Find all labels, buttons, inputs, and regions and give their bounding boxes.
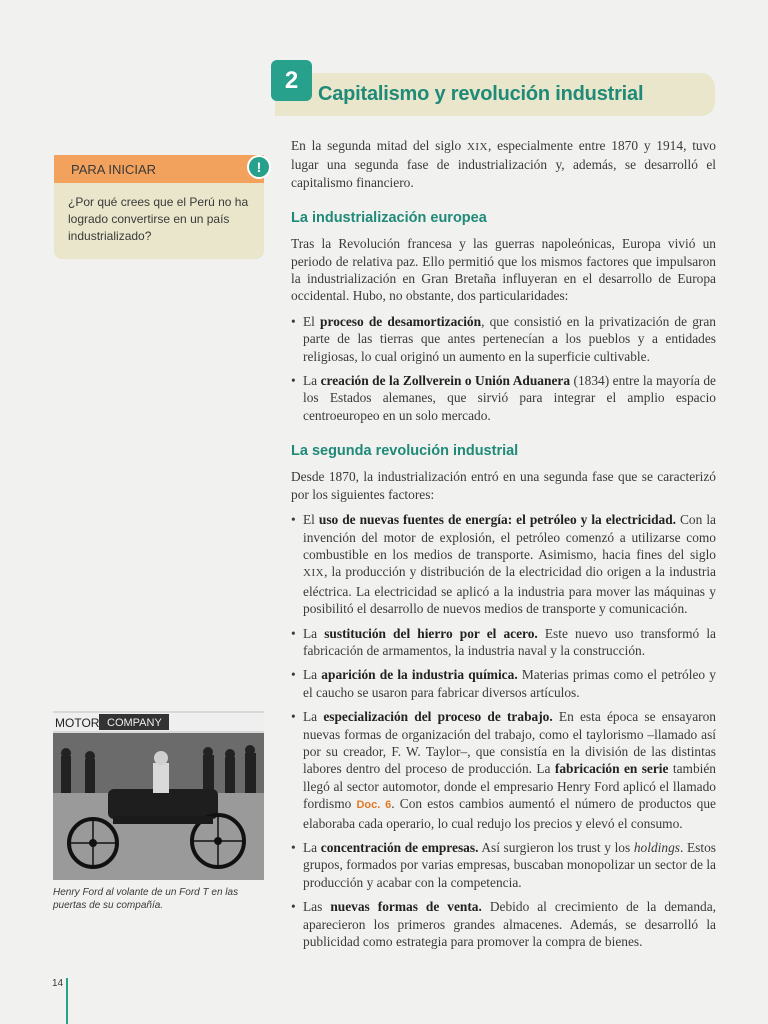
bullet-bold: uso de nuevas fuentes de energía: el petróleo y la electricidad. <box>318 512 677 528</box>
bullet-text: . Estos grupos, formados por varias empresas, buscaban monopolizar un sector de la producción y acabar con la competencia. <box>303 840 716 890</box>
bullet-bold: aparición de la industria química. <box>321 667 518 683</box>
intro-century: XIX <box>466 141 489 153</box>
list-item <box>291 666 716 701</box>
bullet-text: . Con estos cambios aumentó el número de productos que elaboraba cada operario, lo cual redujo los precios y elevó el consumo. <box>303 796 716 831</box>
bullet-bold: fabricación en serie <box>554 761 669 777</box>
intro-text-a: En la segunda mitad del siglo <box>291 138 467 153</box>
chapter-number: 2 <box>271 60 312 101</box>
intro-paragraph <box>291 137 716 191</box>
section1-paragraph: Tras la Revolución francesa y las guerras napoleónicas, Europa vivió un periodo de relativa paz. Ello permitió que los mismos factores que impulsaron la industrialización en Gran Bretaña influyeran en el desarrollo de Europa occidental. Hubo, no obstante, dos particularidades: <box>291 236 716 304</box>
bullet-text: , la producción y distribución de la electricidad dio origen a la industria eléctrica. La electricidad se aplicó a la industria para mover las máquinas y posibilitó el desarrollo de nuevos medios de transporte y comunicación. <box>303 564 716 617</box>
para-iniciar-title: PARA INICIAR <box>71 162 157 177</box>
section2-paragraph: Desde 1870, la industrialización entró en una segunda fase que se caracterizó por los siguientes factores: <box>291 469 716 502</box>
bullet-text: , que consistió en la privatización de gran parte de las tierras que antes pertenecían a los pueblos y a entidades religiosas, lo cual originó un aumento en la superficie cultivable. <box>303 313 716 364</box>
bullet-bold: sustitución del hierro por el acero. <box>324 625 538 641</box>
list-item <box>291 372 716 424</box>
list-item <box>291 708 716 832</box>
bullet-bold: nuevas formas de venta. <box>330 899 482 915</box>
bullet-text: (1834) entre la mayoría de los Estados alemanes, que sirvió para integrar el amplio espacio centroeuropeo en un solo mercado. <box>303 373 716 423</box>
intro-text-b: , especialmente entre 1870 y 1914, tuvo lugar una segunda fase de industrialización y, además, se desarrolló el capitalismo financiero. <box>291 138 717 190</box>
para-iniciar-box <box>54 155 264 259</box>
bullet-text: Este nuevo uso transformó la fabricación de armamentos, la industria naval y la construcción. <box>303 625 716 658</box>
chapter-title: Capitalismo y revolución industrial <box>318 83 644 105</box>
section-heading-industrializacion: La industrialización europea <box>291 210 487 227</box>
bullet-bold: especialización del proceso de trabajo. <box>323 709 553 725</box>
list-item <box>291 511 716 617</box>
page-rule <box>66 978 68 1024</box>
section-heading-segunda-revolucion: La segunda revolución industrial <box>291 443 519 460</box>
bullet-text: Materias primas como el petróleo y el caucho se usaron para fabricar diversos artículos. <box>303 667 716 700</box>
para-iniciar-question: ¿Por qué crees que el Perú no ha logrado convertirse en un país industrializado? <box>68 195 249 243</box>
ford-car-illustration <box>53 711 264 880</box>
bullet-text: también llegó al sector automotor, donde el empresario Henry Ford aplicó el llamado fordismo <box>303 761 716 812</box>
bullet-text: En esta época se ensayaron nuevas formas de organización del trabajo, como el taylorismo –llamado así por su creador, F. W. Taylor–, que consistía en la división de las distintas labores dentro del proceso de producción. La <box>303 709 716 777</box>
bullet-italic: holdings <box>633 840 680 855</box>
bullet-text: Las <box>303 899 331 915</box>
list-item <box>291 898 716 950</box>
page-number: 14 <box>52 978 64 989</box>
bullet-bold: creación de la Zollverein o Unión Aduanera <box>320 373 571 389</box>
sign-company: COMPANY <box>107 717 162 729</box>
bullet-text: Con la invención del motor de explosión, el petróleo comenzó a utilizarse como combustible en los medios de transporte. Asimismo, hacia fines del siglo <box>303 512 716 562</box>
bullet-text: El <box>303 512 319 528</box>
exclamation-icon: ! <box>247 155 271 179</box>
bullet-bold: concentración de empresas. <box>320 840 479 855</box>
section1-list <box>291 313 716 424</box>
bullet-text: Así surgieron los trust y los <box>478 840 634 855</box>
bullet-text: El <box>303 313 321 329</box>
bullet-text: La <box>303 840 321 855</box>
list-item <box>291 839 716 891</box>
century-numeral: XIX <box>303 567 325 580</box>
para-iniciar-header <box>54 155 264 183</box>
bullet-text: Debido al crecimiento de la demanda, aparecieron los primeros grandes almacenes. Además, se desarrolló la publicidad como estrategia para promover la compra de bienes. <box>303 899 717 950</box>
henry-ford-photo <box>53 711 264 880</box>
photo-caption: Henry Ford al volante de un Ford T en las puertas de su compañía. <box>53 887 239 911</box>
bullet-text: La <box>303 373 321 389</box>
bullet-bold: proceso de desamortización <box>320 313 482 329</box>
bullet-text: La <box>303 625 325 641</box>
main-text <box>291 137 716 958</box>
bullet-text: La <box>303 667 322 683</box>
sign-motor: MOTOR <box>55 716 100 730</box>
list-item <box>291 625 716 660</box>
doc-reference-link[interactable]: Doc. 6 <box>356 799 392 812</box>
list-item <box>291 313 716 365</box>
section2-list <box>291 511 716 950</box>
bullet-text: La <box>303 709 324 725</box>
